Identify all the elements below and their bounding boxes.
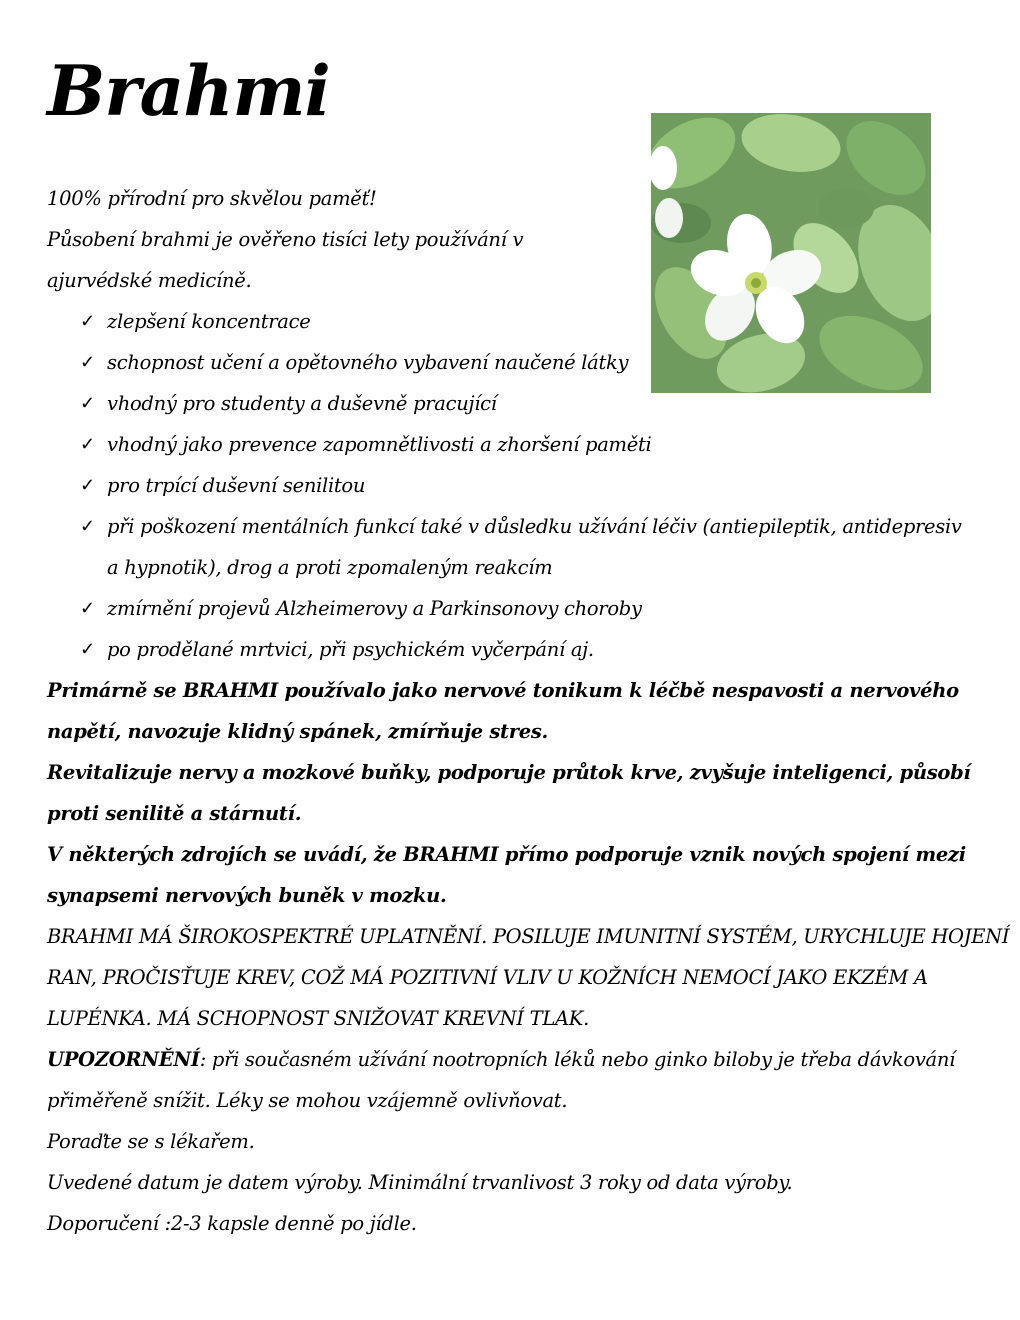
warning-label: UPOZORNĚNÍ [47,1048,200,1071]
intro-line: ajurvédské medicíně. [47,269,252,292]
check-icon: ✓ [80,311,96,332]
check-icon: ✓ [80,475,96,496]
bullet-item: zlepšení koncentrace [107,310,311,333]
bullet-item: po prodělané mrtvici, při psychickém vyčerpání aj. [107,638,594,661]
bullet-item: pro trpící duševní senilitou [107,474,366,497]
brahmi-flower-image [651,113,931,393]
warning-line [47,1039,955,1080]
footer-line: Uvedené datum je datem výroby. Minimální trvanlivost 3 roky od data výroby. [47,1171,793,1194]
bullet-item: vhodný jako prevence zapomnětlivosti a zhoršení paměti [107,433,652,456]
bold-paragraph-line: V některých zdrojích se uvádí, že BRAHMI přímo podporuje vznik nových spojení mezi [47,843,966,866]
bold-paragraph-line: napětí, navozuje klidný spánek, zmírňuje stres. [47,720,549,743]
bullet-item-continuation: a hypnotik), drog a proti zpomaleným reakcím [107,556,553,579]
bullet-item: schopnost učení a opětovného vybavení naučené látky [107,351,629,374]
bullet-item: vhodný pro studenty a duševně pracující [107,392,497,415]
caps-paragraph-line: RAN, PROČISŤUJE KREV, COŽ MÁ POZITIVNÍ VLIV U KOŽNÍCH NEMOCÍ JAKO EKZÉM A [47,966,928,989]
page-title: Brahmi [47,51,330,132]
check-icon: ✓ [80,639,96,660]
bold-paragraph-line: proti senilitě a stárnutí. [47,802,302,825]
bold-paragraph-line: Revitalizuje nervy a mozkové buňky, podporuje průtok krve, zvyšuje inteligenci, působí [47,761,971,784]
footer-line: Doporučení :2-3 kapsle denně po jídle. [47,1212,417,1235]
caps-paragraph-line: LUPÉNKA. MÁ SCHOPNOST SNIŽOVAT KREVNÍ TLAK. [47,1007,589,1030]
bullet-item: zmírnění projevů Alzheimerovy a Parkinsonovy choroby [107,597,642,620]
check-icon: ✓ [80,393,96,414]
bold-paragraph-line: synapsemi nervových buněk v mozku. [47,884,447,907]
bullet-item: při poškození mentálních funkcí také v důsledku užívání léčiv (antiepileptik, antidepresiv [107,515,962,538]
check-icon: ✓ [80,598,96,619]
warning-text: : při současném užívání nootropních léků nebo ginko biloby je třeba dávkování [199,1048,956,1071]
caps-paragraph-line: BRAHMI MÁ ŠIROKOSPEKTRÉ UPLATNĚNÍ. POSILUJE IMUNITNÍ SYSTÉM, URYCHLUJE HOJENÍ [47,925,1010,948]
intro-line: Působení brahmi je ověřeno tisíci lety používání v [47,228,524,251]
flower-illustration [651,113,931,393]
check-icon: ✓ [80,352,96,373]
footer-line: Poraďte se s lékařem. [47,1130,255,1153]
check-icon: ✓ [80,516,96,537]
bold-paragraph-line: Primárně se BRAHMI používalo jako nervové tonikum k léčbě nespavosti a nervového [47,679,959,702]
check-icon: ✓ [80,434,96,455]
warning-line: přiměřeně snížit. Léky se mohou vzájemně ovlivňovat. [47,1089,568,1112]
intro-line: 100% přírodní pro skvělou paměť! [47,187,377,210]
